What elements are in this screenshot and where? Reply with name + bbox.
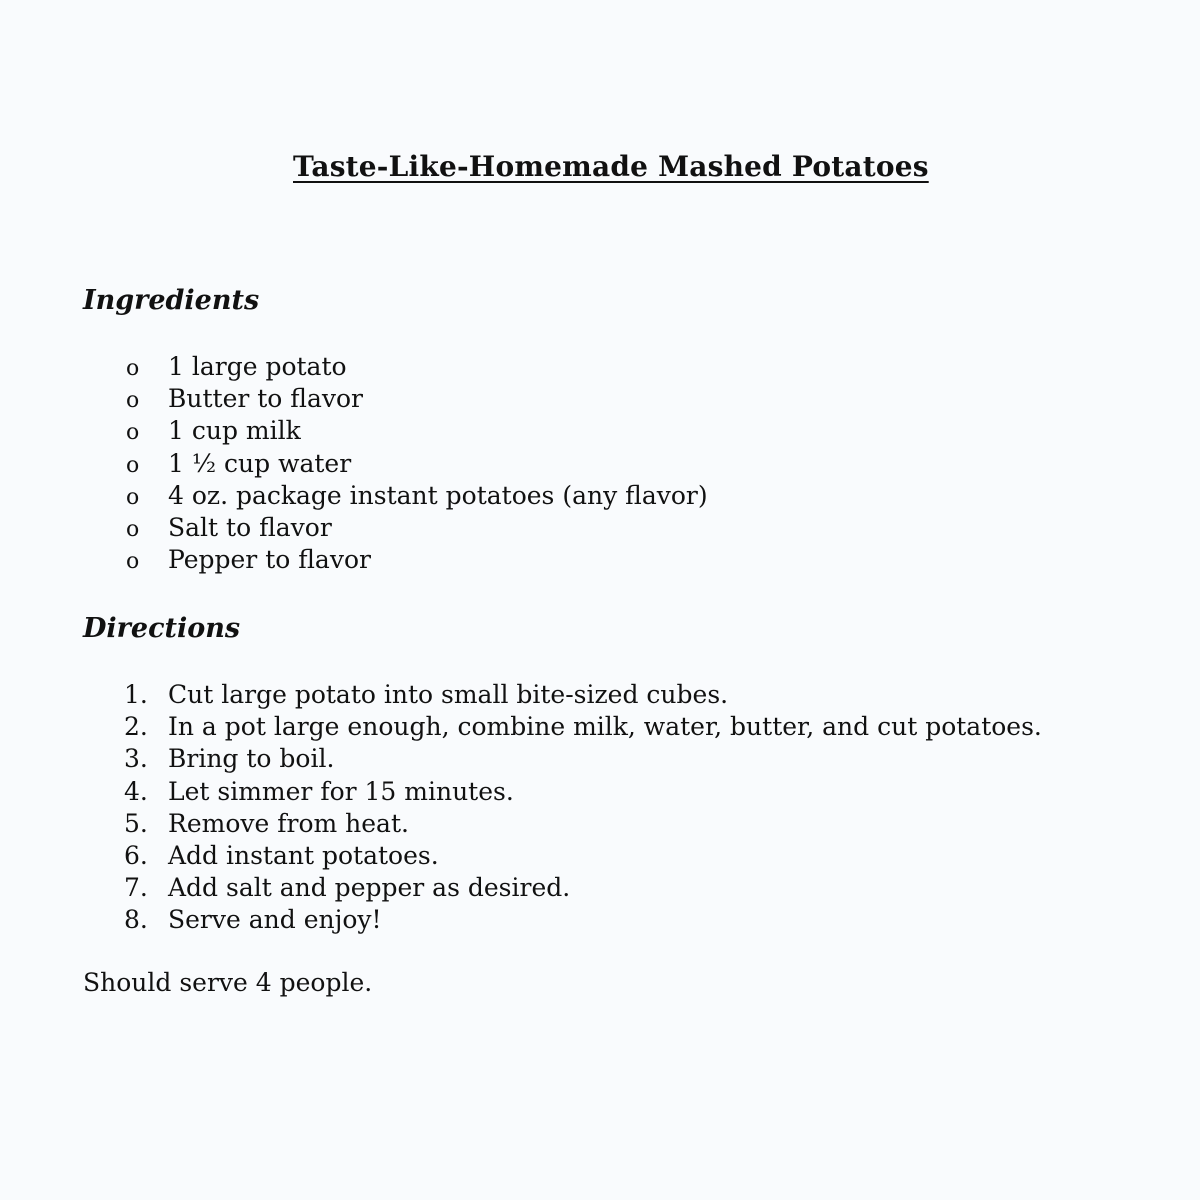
bullet-icon: o [126,356,140,381]
ingredient-text: 4 oz. package instant potatoes (any flavor) [168,480,708,510]
direction-list [124,680,1042,938]
step-number: 4. [124,776,148,806]
bullet-icon: o [126,549,140,575]
ingredient-text: Pepper to flavor [168,545,371,575]
step-number: 7. [124,873,148,903]
serving-note: Should serve 4 people. [83,968,373,997]
ingredient-text: 1 cup milk [168,416,301,446]
step-number: 2. [124,712,148,742]
step-text: Add salt and pepper as desired. [168,873,571,903]
ingredient-text: Butter to flavor [168,384,364,414]
step-number: 5. [124,808,148,838]
step-number: 6. [124,840,148,870]
direction-step [124,680,1042,712]
direction-step [124,905,1042,937]
bullet-icon: o [126,388,140,414]
direction-step [124,841,1042,873]
ingredient-list [124,352,708,577]
step-number: 1. [124,680,148,709]
direction-step [124,744,1042,776]
ingredient-item [124,545,708,577]
direction-step [124,873,1042,905]
bullet-icon: o [126,420,140,446]
bullet-icon: o [126,516,140,542]
ingredient-text: Salt to flavor [168,512,332,542]
ingredient-item [124,481,708,513]
directions-heading: Directions [83,613,241,644]
ingredients-heading: Ingredients [83,285,260,316]
step-text: Add instant potatoes. [168,840,439,870]
direction-step [124,809,1042,841]
direction-step [124,777,1042,809]
ingredient-item [124,352,708,384]
ingredient-item [124,384,708,416]
step-text: Cut large potato into small bite-sized cubes. [168,680,729,709]
ingredient-text: 1 large potato [168,352,347,381]
step-text: In a pot large enough, combine milk, water, butter, and cut potatoes. [168,712,1042,742]
bullet-icon: o [126,484,140,510]
step-text: Let simmer for 15 minutes. [168,776,514,806]
ingredient-item [124,513,708,545]
step-text: Remove from heat. [168,808,409,838]
direction-step [124,712,1042,744]
ingredient-item [124,416,708,448]
step-number: 8. [124,905,148,935]
ingredient-item [124,449,708,481]
bullet-icon: o [126,452,140,478]
step-text: Serve and enjoy! [168,905,382,935]
ingredient-text: 1 ½ cup water [168,448,352,478]
recipe-title: Taste-Like-Homemade Mashed Potatoes [293,150,929,183]
step-number: 3. [124,744,148,774]
step-text: Bring to boil. [168,744,335,774]
